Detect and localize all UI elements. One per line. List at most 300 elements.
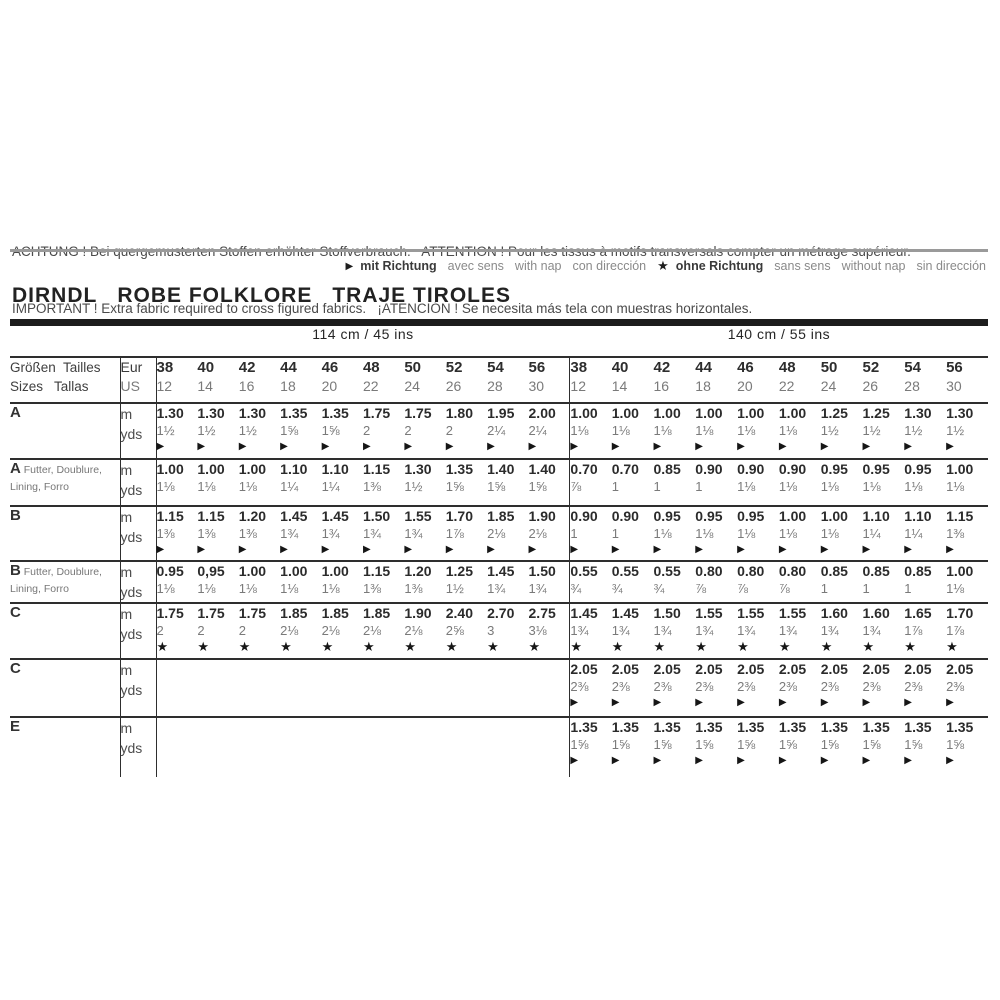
title-divider-bar bbox=[10, 319, 988, 326]
meters-value: 0.95 bbox=[904, 461, 932, 477]
fabric-cell bbox=[363, 561, 404, 603]
legend-ohne-richtung: ohne Richtung bbox=[675, 259, 764, 273]
fabric-cell bbox=[280, 506, 321, 561]
meters-value: 0.85 bbox=[820, 563, 848, 579]
legend-mit-richtung: mit Richtung bbox=[360, 259, 437, 273]
meters-value: 1.45 bbox=[611, 605, 639, 621]
with-nap-icon: ▶ bbox=[946, 697, 954, 708]
legend-sans-sens: sans sens bbox=[774, 259, 831, 273]
meters-value: 0.55 bbox=[570, 563, 598, 579]
size-corner-line2: Sizes Tallas bbox=[10, 379, 89, 394]
fabric-cell bbox=[821, 717, 863, 777]
title-robe-folklore: ROBE FOLKLORE bbox=[117, 284, 313, 307]
with-nap-icon: ▶ bbox=[695, 441, 703, 452]
with-nap-icon: ▶ bbox=[820, 755, 829, 766]
fabric-cell bbox=[446, 659, 487, 717]
meters-value: 1.85 bbox=[280, 605, 308, 621]
title-dirndl: DIRNDL bbox=[12, 284, 98, 307]
fabric-cell bbox=[197, 459, 238, 506]
yards-value: 1¼ bbox=[280, 479, 299, 494]
with-nap-icon: ▶ bbox=[653, 544, 662, 555]
yards-value: 2⅛ bbox=[280, 623, 299, 638]
fabric-cell bbox=[363, 506, 404, 561]
fabric-cell bbox=[529, 561, 570, 603]
meters-value: 1.85 bbox=[362, 605, 391, 621]
unit-labels bbox=[120, 561, 156, 603]
size-col-140-38 bbox=[570, 357, 612, 403]
size-col-140-52 bbox=[862, 357, 904, 403]
size-header-row bbox=[10, 357, 988, 403]
eur-size: 54 bbox=[487, 359, 504, 376]
with-nap-icon: ▶ bbox=[904, 544, 912, 555]
yards-value: 1¾ bbox=[695, 623, 714, 638]
yards-value: 3 bbox=[487, 623, 495, 638]
fabric-row-b-lining-3 bbox=[10, 561, 988, 603]
fabric-cell bbox=[197, 603, 238, 659]
meters-value: 1.00 bbox=[280, 563, 308, 579]
fabric-cell bbox=[280, 603, 321, 659]
fabric-cell bbox=[946, 459, 988, 506]
fabric-cell bbox=[612, 459, 654, 506]
fabric-cell bbox=[654, 717, 696, 777]
yards-value: 1⅛ bbox=[737, 479, 756, 494]
page-title bbox=[12, 284, 511, 308]
legend-without-nap: without nap bbox=[841, 259, 906, 273]
row-label-letter: B bbox=[10, 507, 21, 524]
meters-value: 1.75 bbox=[197, 605, 225, 621]
with-nap-icon: ▶ bbox=[280, 544, 288, 555]
meters-value: 1.35 bbox=[653, 719, 681, 735]
fabric-cell bbox=[737, 459, 779, 506]
yards-value: 2⅜ bbox=[778, 679, 797, 694]
without-nap-icon: ★ bbox=[737, 639, 749, 654]
width-header-114cm: 114 cm / 45 ins bbox=[156, 326, 570, 357]
with-nap-icon: ▶ bbox=[820, 544, 829, 555]
fabric-cell bbox=[737, 717, 779, 777]
yards-value: 1⅜ bbox=[404, 581, 423, 596]
yards-value: 1⅜ bbox=[946, 526, 965, 541]
meters-value: 1.55 bbox=[737, 605, 765, 621]
meters-value: 1.00 bbox=[238, 461, 267, 477]
meters-value: 1.90 bbox=[404, 605, 432, 621]
yards-value: 1⅞ bbox=[946, 623, 965, 638]
fabric-cell bbox=[570, 659, 612, 717]
size-col-114-46 bbox=[322, 357, 363, 403]
meters-value: 1.75 bbox=[156, 605, 184, 621]
meters-value: 2.05 bbox=[695, 661, 723, 677]
fabric-cell bbox=[695, 659, 737, 717]
with-nap-icon: ▶ bbox=[820, 441, 829, 452]
fabric-cell bbox=[239, 717, 280, 777]
with-nap-icon: ▶ bbox=[862, 441, 871, 452]
eur-size: 50 bbox=[404, 359, 422, 376]
yards-value: 1¾ bbox=[778, 623, 797, 638]
meters-value: 1.15 bbox=[156, 508, 184, 524]
unit-m: m bbox=[120, 720, 133, 736]
size-col-114-56 bbox=[529, 357, 570, 403]
fabric-row-c-5 bbox=[10, 659, 988, 717]
us-size: 28 bbox=[487, 378, 503, 394]
yards-value: 1½ bbox=[156, 423, 175, 438]
fabric-cell bbox=[695, 717, 737, 777]
with-nap-icon: ▶ bbox=[904, 755, 912, 766]
with-nap-icon: ▶ bbox=[345, 260, 354, 272]
meters-value: 1.75 bbox=[238, 605, 267, 621]
fabric-cell bbox=[612, 603, 654, 659]
fabric-cell bbox=[862, 403, 904, 459]
unit-yds: yds bbox=[120, 626, 143, 642]
unit-yds: yds bbox=[120, 584, 143, 600]
legend-con-direccion: con dirección bbox=[572, 259, 647, 273]
fabric-cell bbox=[404, 459, 445, 506]
yards-value: 1½ bbox=[197, 423, 216, 438]
meters-value: 0.95 bbox=[820, 461, 848, 477]
with-nap-icon: ▶ bbox=[570, 441, 579, 452]
fabric-cell bbox=[904, 459, 946, 506]
yards-value: 1¾ bbox=[737, 623, 756, 638]
yards-value: 2⅛ bbox=[321, 623, 340, 638]
fabric-cell bbox=[363, 459, 404, 506]
fabric-cell bbox=[280, 403, 321, 459]
yards-value: 1⅛ bbox=[321, 581, 340, 596]
fabric-cell bbox=[446, 459, 487, 506]
meters-value: 1.35 bbox=[778, 719, 807, 735]
meters-value: 0.90 bbox=[611, 508, 639, 524]
size-col-140-56 bbox=[946, 357, 988, 403]
meters-value: 1.55 bbox=[778, 605, 807, 621]
meters-value: 1.00 bbox=[946, 461, 974, 477]
fabric-cell bbox=[446, 717, 487, 777]
meters-value: 1.15 bbox=[362, 563, 391, 579]
us-label: US bbox=[120, 378, 140, 394]
yards-value: 1⅜ bbox=[362, 479, 382, 494]
meters-value: 2.05 bbox=[946, 661, 974, 677]
fabric-cell bbox=[446, 561, 487, 603]
yards-value: 1 bbox=[653, 479, 661, 494]
with-nap-icon: ▶ bbox=[280, 441, 288, 452]
yards-value: 1½ bbox=[946, 423, 965, 438]
title-traje-tiroles: TRAJE TIROLES bbox=[332, 284, 512, 307]
fabric-cell bbox=[239, 659, 280, 717]
meters-value: 1.00 bbox=[238, 563, 267, 579]
yards-value: 1⅝ bbox=[946, 737, 965, 752]
row-label-letter: C bbox=[10, 660, 21, 677]
legend-avec-sens: avec sens bbox=[447, 259, 504, 273]
meters-value: 0.90 bbox=[570, 508, 598, 524]
yards-value: 1¾ bbox=[404, 526, 423, 541]
fabric-cell bbox=[156, 659, 197, 717]
yards-value: ¾ bbox=[570, 581, 582, 596]
meters-value: 1.10 bbox=[904, 508, 932, 524]
size-col-114-52 bbox=[446, 357, 487, 403]
us-size: 26 bbox=[445, 378, 462, 394]
fabric-cell bbox=[612, 506, 654, 561]
fabric-cell bbox=[529, 403, 570, 459]
without-nap-icon: ★ bbox=[280, 639, 292, 654]
yards-value: 1¾ bbox=[321, 526, 340, 541]
us-size: 16 bbox=[653, 378, 670, 394]
with-nap-icon: ▶ bbox=[611, 544, 620, 555]
fabric-cell bbox=[779, 506, 821, 561]
with-nap-icon: ▶ bbox=[487, 544, 495, 555]
with-nap-icon: ▶ bbox=[778, 441, 787, 452]
fabric-cell bbox=[197, 403, 238, 459]
without-nap-icon: ★ bbox=[404, 639, 416, 654]
row-label bbox=[10, 717, 120, 777]
fabric-cell bbox=[821, 659, 863, 717]
yards-value: 1 bbox=[611, 479, 619, 494]
with-nap-icon: ▶ bbox=[362, 544, 371, 555]
yards-value: 1⅝ bbox=[321, 423, 340, 438]
meters-value: 2.75 bbox=[528, 605, 556, 621]
yards-value: 1⅛ bbox=[653, 423, 672, 438]
size-col-114-50 bbox=[404, 357, 445, 403]
fabric-cell bbox=[695, 603, 737, 659]
yards-value: 2 bbox=[197, 623, 205, 638]
fabric-cell bbox=[487, 717, 528, 777]
without-nap-icon: ★ bbox=[657, 258, 669, 273]
meters-value: 1.30 bbox=[156, 405, 184, 421]
yards-value: 1⅛ bbox=[820, 526, 839, 541]
yards-value: 1⅜ bbox=[362, 581, 382, 596]
fabric-cell bbox=[904, 717, 946, 777]
yards-value: 1½ bbox=[238, 423, 257, 438]
fabric-cell bbox=[363, 603, 404, 659]
yards-value: 2⅜ bbox=[946, 679, 965, 694]
with-nap-icon: ▶ bbox=[862, 544, 871, 555]
yards-value: 2⅛ bbox=[528, 526, 547, 541]
meters-value: 1.45 bbox=[280, 508, 308, 524]
meters-value: 1.15 bbox=[946, 508, 974, 524]
yards-value: 1¾ bbox=[611, 623, 630, 638]
fabric-cell bbox=[156, 506, 197, 561]
eur-size: 42 bbox=[238, 359, 256, 376]
meters-value: 1.40 bbox=[487, 461, 515, 477]
with-nap-icon: ▶ bbox=[156, 441, 165, 452]
with-nap-icon: ▶ bbox=[695, 544, 703, 555]
fabric-cell bbox=[612, 717, 654, 777]
row-label-detail: Futter, Doublure, Lining, Forro bbox=[10, 566, 102, 595]
yards-value: 1¾ bbox=[570, 623, 589, 638]
meters-value: 1.35 bbox=[611, 719, 639, 735]
fabric-cell bbox=[862, 717, 904, 777]
size-corner-label bbox=[10, 357, 120, 403]
meters-value: 1.00 bbox=[820, 508, 848, 524]
fabric-cell bbox=[404, 717, 445, 777]
yards-value: 1⅛ bbox=[695, 423, 714, 438]
meters-value: 1.95 bbox=[487, 405, 515, 421]
meters-value: 1.50 bbox=[653, 605, 681, 621]
unit-m: m bbox=[120, 606, 133, 622]
meters-value: 2.05 bbox=[862, 661, 890, 677]
meters-value: 1.30 bbox=[238, 405, 267, 421]
row-label bbox=[10, 459, 120, 506]
fabric-cell bbox=[654, 459, 696, 506]
eur-size: 38 bbox=[156, 359, 174, 376]
meters-value: 1.00 bbox=[737, 405, 765, 421]
fabric-cell bbox=[946, 717, 988, 777]
fabric-cell bbox=[363, 659, 404, 717]
yards-value: 1⅛ bbox=[197, 581, 216, 596]
without-nap-icon: ★ bbox=[611, 639, 624, 654]
meters-value: 1.30 bbox=[946, 405, 974, 421]
with-nap-icon: ▶ bbox=[197, 544, 206, 555]
fabric-cell bbox=[529, 717, 570, 777]
with-nap-icon: ▶ bbox=[238, 441, 247, 452]
fabric-cell bbox=[529, 506, 570, 561]
yards-value: 1⅛ bbox=[238, 581, 257, 596]
with-nap-icon: ▶ bbox=[946, 544, 954, 555]
fabric-cell bbox=[280, 459, 321, 506]
us-size: 20 bbox=[737, 378, 753, 394]
fabric-cell bbox=[570, 459, 612, 506]
eur-size: 56 bbox=[946, 359, 963, 376]
meters-value: 1.20 bbox=[404, 563, 432, 579]
us-size: 24 bbox=[820, 378, 837, 394]
with-nap-icon: ▶ bbox=[653, 441, 662, 452]
eur-size: 40 bbox=[197, 359, 215, 376]
meters-value: 1.25 bbox=[820, 405, 848, 421]
size-col-114-40 bbox=[197, 357, 238, 403]
meters-value: 0.95 bbox=[862, 461, 890, 477]
us-size: 16 bbox=[238, 378, 255, 394]
fabric-cell bbox=[946, 561, 988, 603]
size-col-114-42 bbox=[239, 357, 280, 403]
meters-value: 1.40 bbox=[528, 461, 556, 477]
yards-value: 2⅜ bbox=[695, 679, 714, 694]
yards-value: 1⅛ bbox=[653, 526, 672, 541]
yards-value: 2⅜ bbox=[904, 679, 923, 694]
yards-value: 1⅛ bbox=[280, 581, 299, 596]
with-nap-icon: ▶ bbox=[528, 441, 537, 452]
fabric-cell bbox=[197, 506, 238, 561]
yards-value: 1 bbox=[570, 526, 578, 541]
fabric-cell bbox=[779, 561, 821, 603]
fabric-cell bbox=[156, 403, 197, 459]
yards-value: 1⅛ bbox=[570, 423, 589, 438]
fabric-cell bbox=[529, 659, 570, 717]
yards-value: 1¾ bbox=[820, 623, 839, 638]
legend-sin-direccion: sin dirección bbox=[916, 259, 986, 273]
yards-value: 1½ bbox=[404, 479, 423, 494]
unit-m: m bbox=[120, 564, 133, 580]
without-nap-icon: ★ bbox=[528, 639, 541, 654]
fabric-cell bbox=[821, 506, 863, 561]
yards-value: 1½ bbox=[820, 423, 839, 438]
meters-value: 1.45 bbox=[321, 508, 349, 524]
fabric-cell bbox=[529, 459, 570, 506]
yards-value: 1⅛ bbox=[904, 479, 923, 494]
meters-value: 1.35 bbox=[445, 461, 473, 477]
fabric-cell bbox=[322, 459, 363, 506]
meters-value: 0.85 bbox=[653, 461, 681, 477]
meters-value: 1.35 bbox=[820, 719, 848, 735]
yards-value: 1⅝ bbox=[862, 737, 881, 752]
meters-value: 2.05 bbox=[737, 661, 765, 677]
yards-value: 1⅜ bbox=[156, 526, 175, 541]
fabric-cell bbox=[363, 403, 404, 459]
meters-value: 1.75 bbox=[362, 405, 391, 421]
with-nap-icon: ▶ bbox=[197, 441, 206, 452]
us-size: 12 bbox=[570, 378, 586, 394]
with-nap-icon: ▶ bbox=[528, 544, 537, 555]
yards-value: ⅞ bbox=[570, 479, 582, 494]
yards-value: 1⅝ bbox=[280, 423, 299, 438]
with-nap-icon: ▶ bbox=[737, 441, 745, 452]
fabric-cell bbox=[570, 403, 612, 459]
fabric-cell bbox=[322, 561, 363, 603]
fabric-cell bbox=[904, 403, 946, 459]
meters-value: 1.35 bbox=[862, 719, 890, 735]
us-size: 18 bbox=[695, 378, 711, 394]
with-nap-icon: ▶ bbox=[445, 544, 454, 555]
yards-value: 1¾ bbox=[280, 526, 299, 541]
unit-yds: yds bbox=[120, 740, 143, 756]
meters-value: 1.10 bbox=[280, 461, 308, 477]
fabric-cell bbox=[612, 561, 654, 603]
fabric-cell bbox=[487, 603, 528, 659]
yards-value: 1 bbox=[904, 581, 912, 596]
meters-value: 0,95 bbox=[197, 563, 225, 579]
meters-value: 1.00 bbox=[156, 461, 184, 477]
fabric-cell bbox=[612, 659, 654, 717]
meters-value: 1.50 bbox=[528, 563, 556, 579]
with-nap-icon: ▶ bbox=[611, 441, 620, 452]
meters-value: 0.80 bbox=[737, 563, 765, 579]
yards-value: 1⅛ bbox=[156, 581, 175, 596]
meters-value: 1.45 bbox=[487, 563, 515, 579]
meters-value: 0.70 bbox=[570, 461, 598, 477]
with-nap-icon: ▶ bbox=[570, 755, 579, 766]
size-col-140-48 bbox=[779, 357, 821, 403]
fabric-cell bbox=[737, 506, 779, 561]
unit-yds: yds bbox=[120, 682, 143, 698]
meters-value: 1.25 bbox=[862, 405, 890, 421]
row-label-letter: B bbox=[10, 562, 21, 579]
fabric-cell bbox=[239, 459, 280, 506]
without-nap-icon: ★ bbox=[946, 639, 958, 654]
with-nap-icon: ▶ bbox=[820, 697, 829, 708]
fabric-cell bbox=[779, 659, 821, 717]
us-size: 30 bbox=[528, 378, 545, 394]
fabric-cell bbox=[404, 561, 445, 603]
meters-value: 1.00 bbox=[321, 563, 349, 579]
us-size: 30 bbox=[946, 378, 962, 394]
fabric-cell bbox=[446, 603, 487, 659]
eur-size: 50 bbox=[820, 359, 838, 376]
eur-size: 44 bbox=[280, 359, 297, 376]
meters-value: 1.70 bbox=[946, 605, 974, 621]
eur-label: Eur bbox=[120, 359, 143, 375]
row-label-detail: Futter, Doublure, Lining, Forro bbox=[10, 464, 102, 493]
fabric-cell bbox=[446, 506, 487, 561]
with-nap-icon: ▶ bbox=[611, 697, 620, 708]
meters-value: 1.35 bbox=[695, 719, 723, 735]
meters-value: 1.15 bbox=[197, 508, 225, 524]
fabric-cell bbox=[737, 603, 779, 659]
yards-value: 2¼ bbox=[528, 423, 547, 438]
yards-value: ¾ bbox=[653, 581, 665, 596]
meters-value: 2.05 bbox=[611, 661, 639, 677]
fabric-cell bbox=[239, 561, 280, 603]
fabric-cell bbox=[946, 659, 988, 717]
unit-labels bbox=[120, 603, 156, 659]
with-nap-icon: ▶ bbox=[695, 697, 703, 708]
yards-value: 2 bbox=[404, 423, 412, 438]
fabric-cell bbox=[779, 717, 821, 777]
fabric-cell bbox=[695, 403, 737, 459]
us-size: 28 bbox=[904, 378, 920, 394]
